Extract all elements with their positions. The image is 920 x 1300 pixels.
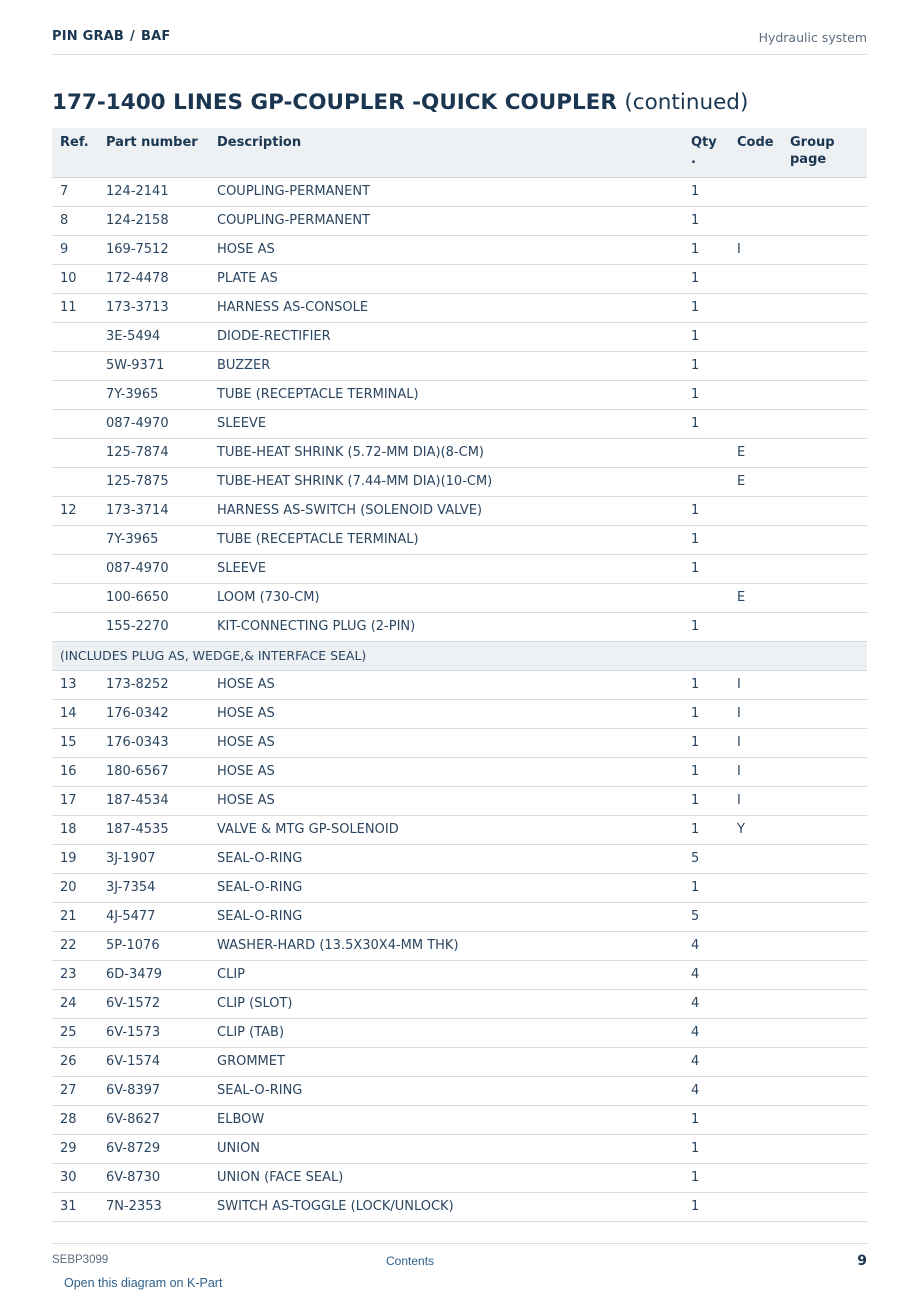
ref-cell: [52, 409, 106, 438]
description-cell: COUPLING-PERMANENT: [217, 206, 691, 235]
description-cell: HOSE AS: [217, 699, 691, 728]
group-page-cell: [790, 409, 867, 438]
description-cell: HOSE AS: [217, 235, 691, 264]
breadcrumb-separator: /: [130, 29, 135, 44]
group-page-cell: [790, 554, 867, 583]
qty-cell: 1: [691, 670, 737, 699]
table-row: [52, 1134, 867, 1163]
part-number-cell: 173-8252: [106, 670, 217, 699]
code-cell: [737, 264, 790, 293]
part-number-cell: 5W-9371: [106, 351, 217, 380]
ref-cell: [52, 583, 106, 612]
description-cell: HOSE AS: [217, 728, 691, 757]
table-row: [52, 670, 867, 699]
group-page-cell: [790, 960, 867, 989]
part-number-cell: 155-2270: [106, 612, 217, 641]
code-cell: [737, 873, 790, 902]
table-row: [52, 786, 867, 815]
ref-cell: 15: [52, 728, 106, 757]
description-cell: HARNESS AS-SWITCH (SOLENOID VALVE): [217, 496, 691, 525]
description-cell: SEAL-O-RING: [217, 844, 691, 873]
qty-cell: 1: [691, 496, 737, 525]
ref-cell: 27: [52, 1076, 106, 1105]
qty-cell: 1: [691, 554, 737, 583]
description-cell: TUBE-HEAT SHRINK (7.44-MM DIA)(10-CM): [217, 467, 691, 496]
table-row: [52, 438, 867, 467]
ref-cell: 21: [52, 902, 106, 931]
description-cell: SEAL-O-RING: [217, 902, 691, 931]
document-id: SEBP3099: [52, 1254, 109, 1266]
description-cell: CLIP (SLOT): [217, 989, 691, 1018]
code-cell: [737, 1163, 790, 1192]
group-page-cell: [790, 873, 867, 902]
qty-cell: 1: [691, 293, 737, 322]
part-number-cell: 6V-8397: [106, 1076, 217, 1105]
code-cell: [737, 525, 790, 554]
part-number-cell: 176-0343: [106, 728, 217, 757]
table-row: [52, 699, 867, 728]
code-cell: [737, 177, 790, 206]
part-number-cell: 6V-8627: [106, 1105, 217, 1134]
parts-table: [52, 128, 867, 1222]
table-row: [52, 409, 867, 438]
group-page-cell: [790, 1076, 867, 1105]
group-page-cell: [790, 699, 867, 728]
description-cell: CLIP (TAB): [217, 1018, 691, 1047]
table-row: [52, 931, 867, 960]
qty-cell: 4: [691, 960, 737, 989]
column-header-description: Description: [217, 128, 691, 177]
qty-cell: 1: [691, 206, 737, 235]
qty-cell: 4: [691, 1047, 737, 1076]
qty-cell: 1: [691, 177, 737, 206]
part-number-cell: 124-2141: [106, 177, 217, 206]
table-row: [52, 873, 867, 902]
qty-cell: 1: [691, 815, 737, 844]
qty-cell: 1: [691, 699, 737, 728]
description-cell: SLEEVE: [217, 554, 691, 583]
column-header-ref: Ref.: [52, 128, 106, 177]
group-page-cell: [790, 670, 867, 699]
qty-cell: 1: [691, 525, 737, 554]
qty-cell: 1: [691, 1192, 737, 1221]
ref-cell: [52, 525, 106, 554]
group-page-cell: [790, 206, 867, 235]
ref-cell: 11: [52, 293, 106, 322]
code-cell: I: [737, 670, 790, 699]
qty-cell: 1: [691, 1105, 737, 1134]
qty-cell: 1: [691, 1163, 737, 1192]
code-cell: [737, 409, 790, 438]
table-row: [52, 1105, 867, 1134]
description-cell: TUBE-HEAT SHRINK (5.72-MM DIA)(8-CM): [217, 438, 691, 467]
qty-cell: 1: [691, 235, 737, 264]
breadcrumb: [52, 29, 170, 44]
qty-cell: [691, 583, 737, 612]
code-cell: [737, 902, 790, 931]
table-row: [52, 1192, 867, 1221]
table-row: [52, 728, 867, 757]
code-cell: I: [737, 757, 790, 786]
table-row: [52, 757, 867, 786]
table-row: [52, 235, 867, 264]
description-cell: HOSE AS: [217, 786, 691, 815]
part-number-cell: 6V-1572: [106, 989, 217, 1018]
table-row: [52, 960, 867, 989]
ref-cell: 31: [52, 1192, 106, 1221]
ref-cell: 7: [52, 177, 106, 206]
qty-cell: 1: [691, 757, 737, 786]
code-cell: [737, 496, 790, 525]
qty-cell: 1: [691, 786, 737, 815]
open-in-kpart-link[interactable]: Open this diagram on K-Part: [64, 1276, 223, 1290]
group-page-cell: [790, 612, 867, 641]
qty-cell: 5: [691, 902, 737, 931]
description-cell: KIT-CONNECTING PLUG (2-PIN): [217, 612, 691, 641]
code-cell: I: [737, 786, 790, 815]
description-cell: SEAL-O-RING: [217, 873, 691, 902]
part-number-cell: 6V-1573: [106, 1018, 217, 1047]
group-page-cell: [790, 1192, 867, 1221]
qty-cell: 1: [691, 264, 737, 293]
code-cell: [737, 380, 790, 409]
code-cell: I: [737, 699, 790, 728]
table-row: [52, 206, 867, 235]
description-cell: LOOM (730-CM): [217, 583, 691, 612]
ref-cell: 28: [52, 1105, 106, 1134]
code-cell: [737, 554, 790, 583]
ref-cell: [52, 467, 106, 496]
table-row: [52, 583, 867, 612]
description-cell: SEAL-O-RING: [217, 1076, 691, 1105]
group-page-cell: [790, 177, 867, 206]
table-note-row: [52, 641, 867, 670]
group-page-cell: [790, 264, 867, 293]
ref-cell: [52, 554, 106, 583]
group-page-cell: [790, 1047, 867, 1076]
table-row: [52, 293, 867, 322]
ref-cell: 17: [52, 786, 106, 815]
description-cell: BUZZER: [217, 351, 691, 380]
ref-cell: 25: [52, 1018, 106, 1047]
table-row: [52, 989, 867, 1018]
description-cell: HARNESS AS-CONSOLE: [217, 293, 691, 322]
qty-cell: 4: [691, 989, 737, 1018]
group-page-cell: [790, 583, 867, 612]
ref-cell: 19: [52, 844, 106, 873]
ref-cell: 9: [52, 235, 106, 264]
breadcrumb-item: PIN GRAB: [52, 29, 125, 44]
code-cell: [737, 960, 790, 989]
part-number-cell: 187-4534: [106, 786, 217, 815]
description-cell: VALVE & MTG GP-SOLENOID: [217, 815, 691, 844]
code-cell: [737, 293, 790, 322]
qty-cell: 4: [691, 931, 737, 960]
part-number-cell: 172-4478: [106, 264, 217, 293]
page-footer: [52, 1243, 867, 1273]
qty-cell: 1: [691, 409, 737, 438]
qty-cell: 1: [691, 351, 737, 380]
group-page-cell: [790, 293, 867, 322]
description-cell: TUBE (RECEPTACLE TERMINAL): [217, 525, 691, 554]
table-row: [52, 380, 867, 409]
table-row: [52, 844, 867, 873]
ref-cell: 30: [52, 1163, 106, 1192]
code-cell: [737, 989, 790, 1018]
group-page-cell: [790, 1134, 867, 1163]
code-cell: E: [737, 438, 790, 467]
part-number-cell: 169-7512: [106, 235, 217, 264]
part-number-cell: 7Y-3965: [106, 525, 217, 554]
ref-cell: 26: [52, 1047, 106, 1076]
ref-cell: 24: [52, 989, 106, 1018]
group-page-cell: [790, 989, 867, 1018]
table-row: [52, 902, 867, 931]
description-cell: DIODE-RECTIFIER: [217, 322, 691, 351]
ref-cell: [52, 322, 106, 351]
ref-cell: [52, 438, 106, 467]
group-page-cell: [790, 1163, 867, 1192]
page-header: [52, 29, 867, 55]
part-number-cell: 6D-3479: [106, 960, 217, 989]
description-cell: SWITCH AS-TOGGLE (LOCK/UNLOCK): [217, 1192, 691, 1221]
table-row: [52, 177, 867, 206]
part-number-cell: 187-4535: [106, 815, 217, 844]
table-row: [52, 467, 867, 496]
table-header-row: [52, 128, 867, 177]
table-row: [52, 1076, 867, 1105]
code-cell: [737, 844, 790, 873]
column-header-part-number: Part number: [106, 128, 217, 177]
column-header-qty: Qty .: [691, 128, 737, 177]
description-cell: GROMMET: [217, 1047, 691, 1076]
ref-cell: 12: [52, 496, 106, 525]
code-cell: I: [737, 235, 790, 264]
qty-cell: [691, 438, 737, 467]
description-cell: CLIP: [217, 960, 691, 989]
ref-cell: 8: [52, 206, 106, 235]
part-number-cell: 6V-8730: [106, 1163, 217, 1192]
table-row: [52, 322, 867, 351]
part-number-cell: 6V-1574: [106, 1047, 217, 1076]
ref-cell: 22: [52, 931, 106, 960]
group-page-cell: [790, 1105, 867, 1134]
group-page-cell: [790, 902, 867, 931]
group-page-cell: [790, 322, 867, 351]
description-cell: HOSE AS: [217, 757, 691, 786]
group-page-cell: [790, 496, 867, 525]
table-row: [52, 351, 867, 380]
ref-cell: 14: [52, 699, 106, 728]
description-cell: ELBOW: [217, 1105, 691, 1134]
code-cell: [737, 1018, 790, 1047]
part-number-cell: 6V-8729: [106, 1134, 217, 1163]
group-page-cell: [790, 757, 867, 786]
code-cell: Y: [737, 815, 790, 844]
page-title-main: 177-1400 LINES GP-COUPLER -QUICK COUPLER: [52, 90, 617, 115]
code-cell: [737, 322, 790, 351]
description-cell: UNION: [217, 1134, 691, 1163]
ref-cell: [52, 380, 106, 409]
qty-cell: 1: [691, 728, 737, 757]
table-row: [52, 612, 867, 641]
qty-cell: 1: [691, 612, 737, 641]
group-page-cell: [790, 235, 867, 264]
part-number-cell: 3J-7354: [106, 873, 217, 902]
group-page-cell: [790, 728, 867, 757]
code-cell: [737, 1105, 790, 1134]
qty-cell: 1: [691, 873, 737, 902]
part-number-cell: 087-4970: [106, 554, 217, 583]
part-number-cell: 124-2158: [106, 206, 217, 235]
ref-cell: [52, 351, 106, 380]
part-number-cell: 125-7875: [106, 467, 217, 496]
description-cell: SLEEVE: [217, 409, 691, 438]
column-header-code: Code: [737, 128, 790, 177]
code-cell: I: [737, 728, 790, 757]
code-cell: E: [737, 467, 790, 496]
section-name: Hydraulic system: [758, 30, 867, 45]
table-row: [52, 496, 867, 525]
page-number: 9: [857, 1253, 867, 1269]
group-page-cell: [790, 931, 867, 960]
code-cell: [737, 1134, 790, 1163]
group-page-cell: [790, 351, 867, 380]
qty-cell: 1: [691, 1134, 737, 1163]
qty-cell: 5: [691, 844, 737, 873]
part-number-cell: 3E-5494: [106, 322, 217, 351]
group-page-cell: [790, 525, 867, 554]
group-page-cell: [790, 467, 867, 496]
part-number-cell: 125-7874: [106, 438, 217, 467]
part-number-cell: 180-6567: [106, 757, 217, 786]
ref-cell: 10: [52, 264, 106, 293]
part-number-cell: 7Y-3965: [106, 380, 217, 409]
part-number-cell: 173-3714: [106, 496, 217, 525]
table-row: [52, 264, 867, 293]
group-page-cell: [790, 380, 867, 409]
code-cell: [737, 612, 790, 641]
ref-cell: [52, 612, 106, 641]
contents-link[interactable]: Contents: [386, 1254, 435, 1268]
part-number-cell: 173-3713: [106, 293, 217, 322]
qty-cell: 4: [691, 1018, 737, 1047]
page-title: [52, 90, 748, 115]
code-cell: E: [737, 583, 790, 612]
ref-cell: 29: [52, 1134, 106, 1163]
ref-cell: 20: [52, 873, 106, 902]
code-cell: [737, 1192, 790, 1221]
part-number-cell: 100-6650: [106, 583, 217, 612]
qty-cell: 1: [691, 322, 737, 351]
table-row: [52, 1047, 867, 1076]
parts-table-body: [52, 177, 867, 1221]
code-cell: [737, 1076, 790, 1105]
page-title-suffix: (continued): [624, 90, 749, 115]
table-row: [52, 1018, 867, 1047]
part-number-cell: 5P-1076: [106, 931, 217, 960]
ref-cell: 13: [52, 670, 106, 699]
description-cell: COUPLING-PERMANENT: [217, 177, 691, 206]
table-row: [52, 525, 867, 554]
part-number-cell: 176-0342: [106, 699, 217, 728]
description-cell: WASHER-HARD (13.5X30X4-MM THK): [217, 931, 691, 960]
group-page-cell: [790, 786, 867, 815]
table-row: [52, 1163, 867, 1192]
description-cell: TUBE (RECEPTACLE TERMINAL): [217, 380, 691, 409]
part-number-cell: 087-4970: [106, 409, 217, 438]
code-cell: [737, 351, 790, 380]
group-page-cell: [790, 1018, 867, 1047]
code-cell: [737, 1047, 790, 1076]
description-cell: HOSE AS: [217, 670, 691, 699]
ref-cell: 18: [52, 815, 106, 844]
qty-cell: 1: [691, 380, 737, 409]
note-cell: (INCLUDES PLUG AS, WEDGE,& INTERFACE SEAL): [52, 641, 867, 670]
code-cell: [737, 206, 790, 235]
column-header-group-page: Group page: [790, 128, 867, 177]
ref-cell: 16: [52, 757, 106, 786]
group-page-cell: [790, 815, 867, 844]
ref-cell: 23: [52, 960, 106, 989]
group-page-cell: [790, 438, 867, 467]
table-row: [52, 815, 867, 844]
breadcrumb-item: BAF: [140, 29, 171, 44]
description-cell: UNION (FACE SEAL): [217, 1163, 691, 1192]
part-number-cell: 7N-2353: [106, 1192, 217, 1221]
group-page-cell: [790, 844, 867, 873]
description-cell: PLATE AS: [217, 264, 691, 293]
qty-cell: 4: [691, 1076, 737, 1105]
table-row: [52, 554, 867, 583]
code-cell: [737, 931, 790, 960]
part-number-cell: 3J-1907: [106, 844, 217, 873]
qty-cell: [691, 467, 737, 496]
part-number-cell: 4J-5477: [106, 902, 217, 931]
